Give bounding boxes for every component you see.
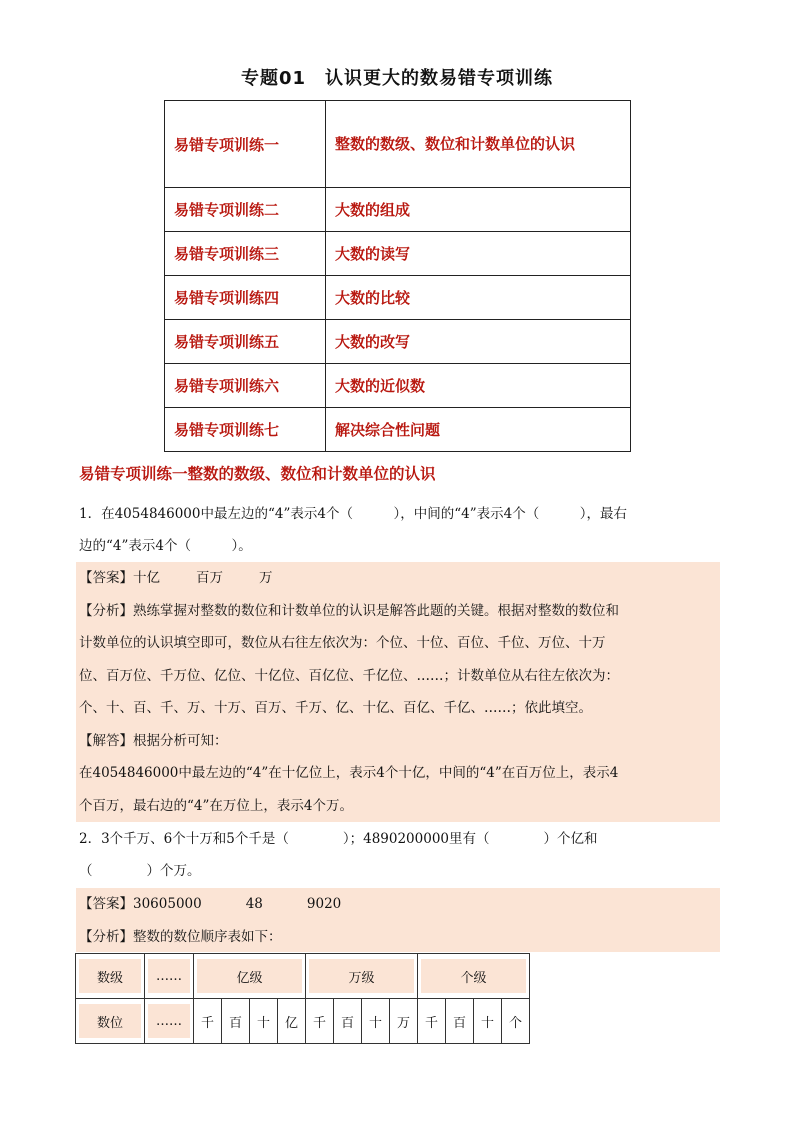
topic-row [165, 364, 631, 408]
table-cell: 百 [452, 1015, 466, 1031]
question-1 [79, 498, 719, 562]
topic-desc: 大数的近似数 [326, 364, 631, 408]
answer-value: 万 [259, 570, 273, 586]
answer-value: 48 [245, 896, 263, 912]
table-cell: 数位 [79, 1004, 141, 1038]
topic-row [165, 276, 631, 320]
table-cell: 千 [312, 1015, 326, 1031]
solution-line [79, 725, 719, 758]
analysis-text: 个、十、百、千、万、十万、百万、千万、亿、十亿、百亿、千亿、……；依此填空。 [79, 700, 592, 716]
page-title: 专题01 认识更大的数易错专项训练 [240, 68, 554, 89]
analysis-label: 【分析】 [79, 928, 133, 945]
topic-name: 易错专项训练七 [165, 408, 326, 452]
table-cell: 数级 [79, 959, 141, 993]
topic-name: 易错专项训练三 [165, 232, 326, 276]
topic-row [165, 101, 631, 188]
answer-block-2 [79, 888, 719, 953]
table-cell: 千 [424, 1015, 438, 1031]
question-line: （ ）个万。 [79, 863, 201, 879]
analysis-text: 熟练掌握对整数的数位和计数单位的认识是解答此题的关键。根据对整数的数位和 [133, 602, 619, 619]
question-line: 边的“4”表示4个（ ）。 [79, 538, 252, 554]
table-cell: 亿级 [197, 959, 302, 993]
table-cell: 十 [368, 1015, 382, 1031]
table-row [76, 999, 530, 1044]
topic-table [164, 100, 631, 452]
answer-value: 百万 [196, 570, 223, 586]
table-cell: 十 [256, 1015, 270, 1031]
solution-text: 个百万，最右边的“4”在万位上，表示4个万。 [79, 797, 353, 814]
topic-row [165, 408, 631, 452]
topic-name: 易错专项训练六 [165, 364, 326, 408]
answer-value: 30605000 [133, 896, 202, 912]
answer-value: 9020 [306, 896, 342, 912]
topic-name: 易错专项训练一 [165, 101, 326, 188]
solution-label: 【解答】 [79, 732, 133, 749]
topic-name: 易错专项训练五 [165, 320, 326, 364]
question-line: 1．在4054846000中最左边的“4”表示4个（ ），中间的“4”表示4个（ ），最右 [79, 506, 627, 522]
analysis-line [79, 921, 719, 954]
topic-row [165, 320, 631, 364]
topic-desc: 大数的读写 [326, 232, 631, 276]
topic-desc: 整数的数级、数位和计数单位的认识 [326, 101, 631, 188]
answer-value: 十亿 [133, 570, 160, 586]
answer-line [79, 562, 719, 595]
table-cell: 个级 [421, 959, 526, 993]
table-cell: 个 [508, 1015, 522, 1031]
table-cell: 百 [340, 1015, 354, 1031]
analysis-line [79, 595, 719, 628]
table-cell: 百 [228, 1015, 242, 1031]
section-heading: 易错专项训练一整数的数级、数位和计数单位的认识 [79, 465, 436, 483]
table-row [76, 954, 530, 999]
table-cell: …… [148, 959, 190, 993]
table-cell: 亿 [284, 1015, 298, 1031]
topic-desc: 大数的比较 [326, 276, 631, 320]
analysis-text: 整数的数位顺序表如下： [133, 928, 282, 945]
solution-text: 在4054846000中最左边的“4”在十亿位上，表示4个十亿，中间的“4”在百万位上，表示4 [79, 765, 619, 781]
topic-name: 易错专项训练四 [165, 276, 326, 320]
place-value-table [75, 953, 530, 1044]
topic-row [165, 188, 631, 232]
analysis-label: 【分析】 [79, 602, 133, 619]
topic-desc: 大数的改写 [326, 320, 631, 364]
solution-text: 根据分析可知： [133, 732, 228, 749]
answer-block-1 [79, 562, 719, 822]
analysis-text: 位、百万位、千万位、亿位、十亿位、百亿位、千亿位、……；计数单位从右往左依次为： [79, 667, 619, 684]
topic-desc: 大数的组成 [326, 188, 631, 232]
topic-desc: 解决综合性问题 [326, 408, 631, 452]
answer-label: 【答案】 [79, 896, 133, 912]
topic-name: 易错专项训练二 [165, 188, 326, 232]
topic-row [165, 232, 631, 276]
table-cell: 千 [200, 1015, 214, 1031]
question-line: 2．3个千万、6个十万和5个千是（ ）；4890200000里有（ ）个亿和 [79, 831, 598, 847]
table-cell: 万 [396, 1015, 410, 1031]
answer-line [79, 888, 719, 921]
table-cell: …… [148, 1004, 190, 1038]
analysis-text: 计数单位的认识填空即可，数位从右往左依次为：个位、十位、百位、千位、万位、十万 [79, 635, 606, 651]
answer-label: 【答案】 [79, 570, 133, 586]
table-cell: 十 [480, 1015, 494, 1031]
table-cell: 万级 [309, 959, 414, 993]
question-2 [79, 823, 719, 887]
